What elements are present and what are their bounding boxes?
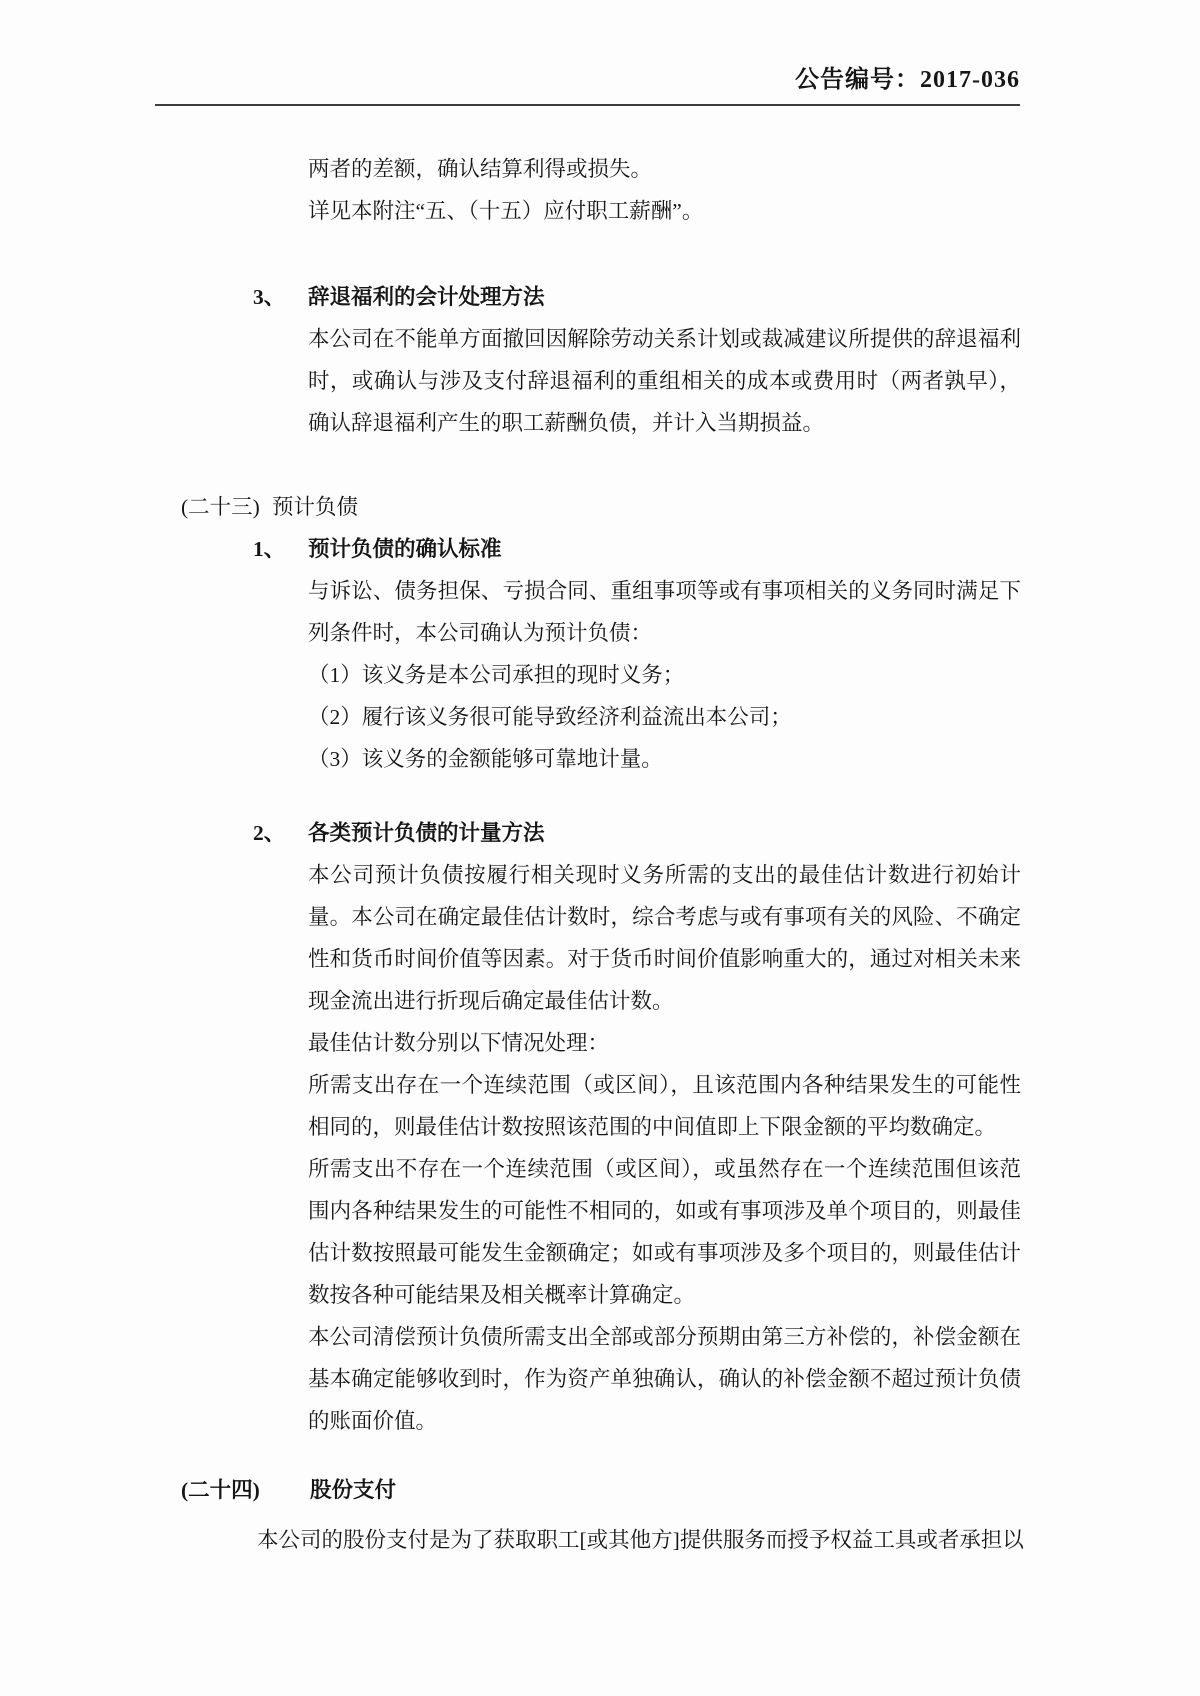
section-24-title: 股份支付 [310, 1478, 397, 1502]
subsection-23-2-heading [181, 812, 1020, 854]
subsection-23-1-number: 1、 [253, 537, 286, 561]
measurement-paragraph-4: 所需支出不存在一个连续范围（或区间），或虽然存在一个连续范围但该范围内各种结果发生的可能性不相同的，如或有事项涉及单个项目的，则最佳估计数按照最可能发生金额确定；如或有事项涉及多个项目的，则最佳估计数按各种可能结果及相关概率计算确定。 [308, 1157, 1021, 1307]
condition-item-3: （3）该义务的金额能够可靠地计量。 [308, 747, 663, 771]
section-23-heading [181, 486, 1020, 528]
intro-paragraph-line1: 两者的差额，确认结算利得或损失。 [308, 157, 653, 181]
condition-item-2: （2）履行该义务很可能导致经济利益流出本公司； [308, 705, 792, 729]
subsection-3-body: 本公司在不能单方面撤回因解除劳动关系计划或裁减建议所提供的辞退福利时，或确认与涉及支付辞退福利的重组相关的成本或费用时（两者孰早），确认辞退福利产生的职工薪酬负债，并计入当期损益。 [308, 327, 1021, 435]
condition-item-1: （1）该义务是本公司承担的现时义务； [308, 663, 685, 687]
measurement-paragraph-1: 本公司预计负债按履行相关现时义务所需的支出的最佳估计数进行初始计量。本公司在确定最佳估计数时，综合考虑与或有事项有关的风险、不确定性和货币时间价值等因素。对于货币时间价值影响重大的，通过对相关未来现金流出进行折现后确定最佳估计数。 [308, 863, 1021, 1013]
section-23-label: (二十三) [181, 495, 260, 519]
announcement-number: 公告编号：2017-036 [795, 67, 1020, 93]
subsection-3-number: 3、 [253, 285, 286, 309]
intro-paragraph-line2: 详见本附注“五、（十五）应付职工薪酬”。 [308, 199, 704, 223]
section-24-heading [181, 1469, 1020, 1511]
subsection-3-title: 辞退福利的会计处理方法 [308, 285, 545, 309]
subsection-3-heading [181, 276, 1020, 318]
measurement-paragraph-3: 所需支出存在一个连续范围（或区间），且该范围内各种结果发生的可能性相同的，则最佳估计数按照该范围的中间值即上下限金额的平均数确定。 [308, 1073, 1021, 1139]
subsection-23-2-title: 各类预计负债的计量方法 [308, 821, 545, 845]
section-24-body: 本公司的股份支付是为了获取职工[或其他方]提供服务而授予权益工具或者承担以 [257, 1528, 1024, 1552]
subsection-23-1-heading [181, 528, 1020, 570]
subsection-23-1-intro: 与诉讼、债务担保、亏损合同、重组事项等或有事项相关的义务同时满足下列条件时，本公司确认为预计负债： [308, 579, 1021, 645]
measurement-paragraph-5: 本公司清偿预计负债所需支出全部或部分预期由第三方补偿的，补偿金额在基本确定能够收到时，作为资产单独确认，确认的补偿金额不超过预计负债的账面价值。 [308, 1325, 1021, 1433]
section-24-label: (二十四) [181, 1478, 260, 1502]
measurement-paragraph-2: 最佳估计数分别以下情况处理： [308, 1031, 610, 1055]
header-divider [155, 104, 1020, 106]
subsection-23-1-title: 预计负债的确认标准 [308, 537, 502, 561]
section-23-title: 预计负债 [272, 495, 359, 519]
subsection-23-2-number: 2、 [253, 821, 286, 845]
